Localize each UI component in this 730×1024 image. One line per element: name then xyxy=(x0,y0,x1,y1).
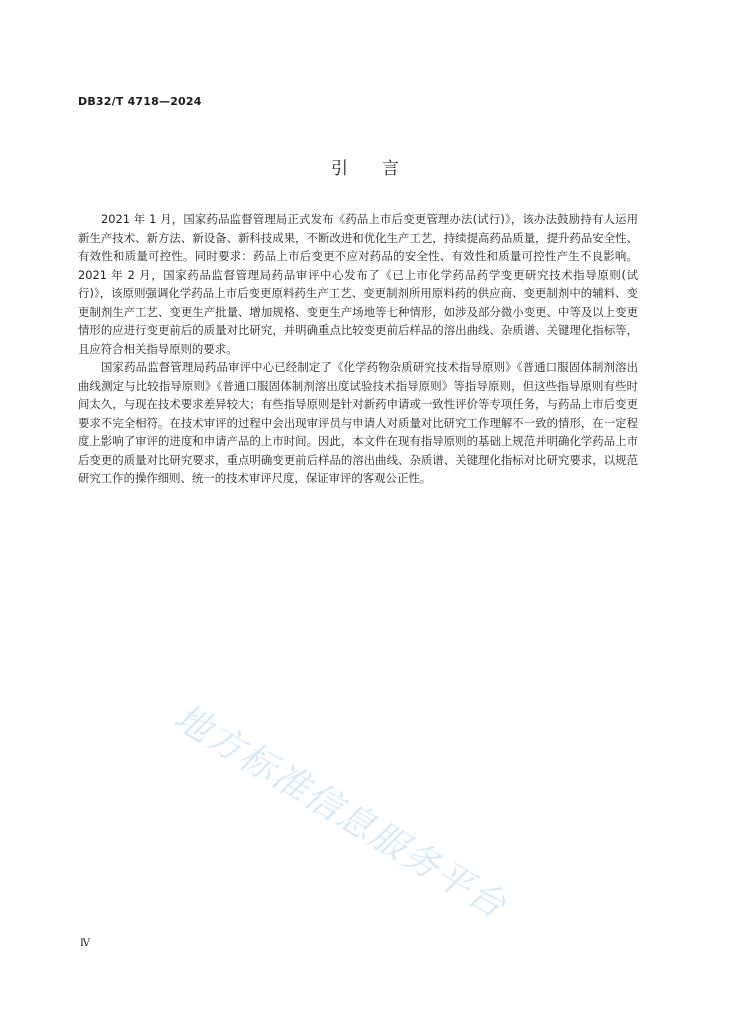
paragraph-1: 2021 年 1 月，国家药品监督管理局正式发布《药品上市后变更管理办法(试行)》，该办法鼓励持有人运用新生产技术、新方法、新设备、新科技成果，不断改进和优化生产工艺，持续提高药品质量，提升药品安全性、有效性和质量可控性。同时要求：药品上市后变更不应对药品的安全性、有效性和质量可控性产生不良影响。2021 年 2 月，国家药品监督管理局药品审评中心发布了《已上市化学药品药学变更研究技术指导原则(试行)》，该原则强调化学药品上市后变更原料药生产工艺、变更制剂所用原料药的供应商、变更制剂中的辅料、变更制剂生产工艺、变更生产批量、增加规格、变更生产场地等七种情形，如涉及部分微小变更、中等及以上变更情形的应进行变更前后的质量对比研究，并明确重点比较变更前后样品的溶出曲线、杂质谱、关键理化指标等，且应符合相关指导原则的要求。 xyxy=(78,212,638,356)
document-code: DB32/T 4718—2024 xyxy=(78,95,202,108)
paragraph-2: 国家药品监督管理局药品审评中心已经制定了《化学药物杂质研究技术指导原则》《普通口服固体制剂溶出曲线测定与比较指导原则》《普通口服固体制剂溶出度试验技术指导原则》等指导原则，但这些指导原则有些时间太久，与现在技术要求差异较大；有些指导原则是针对新药申请或一致性评价等专项任务，与药品上市后变更要求不完全相符。在技术审评的过程中会出现审评员与申请人对质量对比研究工作理解不一致的情形，在一定程度上影响了审评的进度和申请产品的上市时间。因此，本文件在现有指导原则的基础上规范并明确化学药品上市后变更的质量对比研究要求，重点明确变更前后样品的溶出曲线、杂质谱、关键理化指标对比研究要求，以规范研究工作的操作细则、统一的技术审评尺度，保证审评的客观公正性。 xyxy=(78,360,638,485)
page-number: Ⅳ xyxy=(80,938,90,949)
watermark: 地方标准信息服务平台 xyxy=(166,696,514,928)
body-text xyxy=(78,210,638,488)
section-title: 引言 xyxy=(331,159,433,179)
